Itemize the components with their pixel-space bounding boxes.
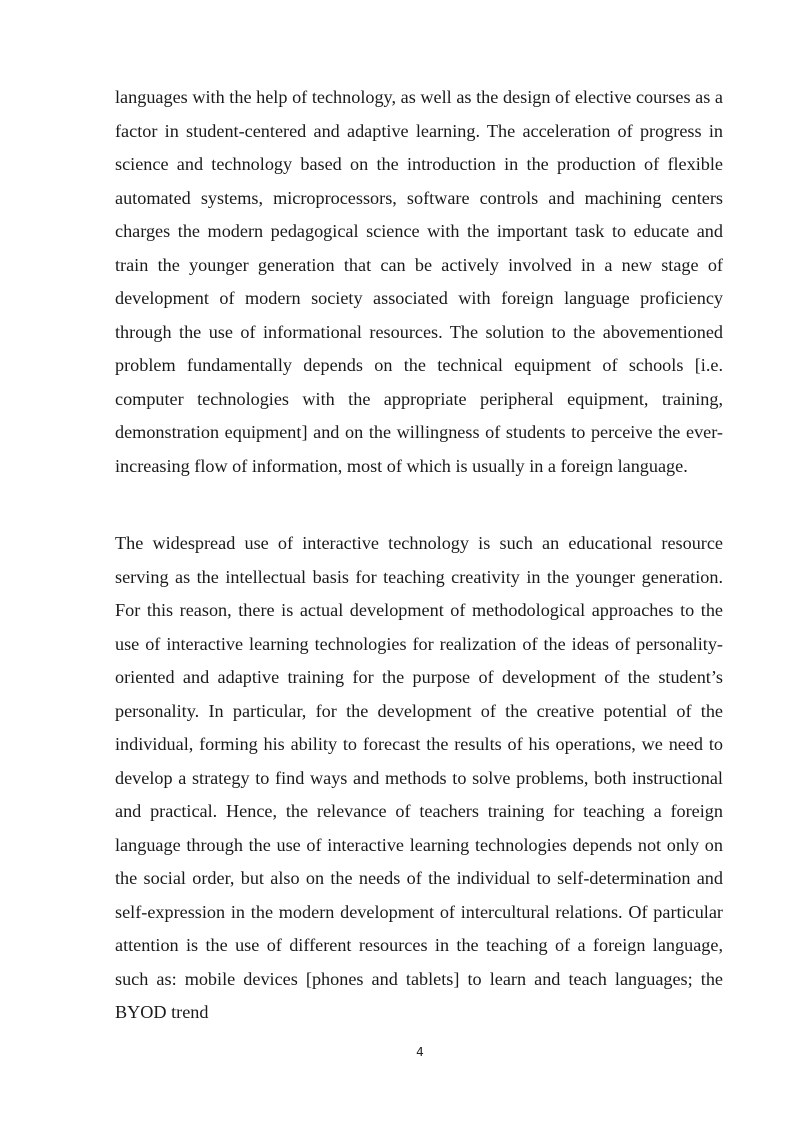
body-paragraph-1: languages with the help of technology, as well as the design of elective courses as a factor in student-centered and adaptive learning. The acceleration of progress in science and technology based on the introduction in the production of flexible automated systems, microprocessors, software controls and machining centers charges the modern pedagogical science with the important task to educate and train the younger generation that can be actively involved in a new stage of development of modern society associated with foreign language proficiency through the use of informational resources. The solution to the abovementioned problem fundamentally depends on the technical equipment of schools [i.e. computer technologies with the appropriate peripheral equipment, training, demonstration equipment] and on the willingness of students to perceive the ever-increasing flow of information, most of which is usually in a foreign language. <box>115 87 723 476</box>
page-number: 4 <box>416 1045 424 1059</box>
body-paragraph-2: The widespread use of interactive technology is such an educational resource serving as the intellectual basis for teaching creativity in the younger generation. For this reason, there is actual development of methodological approaches to the use of interactive learning technologies for realization of the ideas of personality-oriented and adaptive training for the purpose of development of the student’s personality. In particular, for the development of the creative potential of the individual, forming his ability to forecast the results of his operations, we need to develop a strategy to find ways and methods to solve problems, both instructional and practical. Hence, the relevance of teachers training for teaching a foreign language through the use of interactive learning technologies depends not only on the social order, but also on the needs of the individual to self-determination and self-expression in the modern development of intercultural relations. Of particular attention is the use of different resources in the teaching of a foreign language, such as: mobile devices [phones and tablets] to learn and teach languages; the BYOD trend <box>115 533 723 1022</box>
